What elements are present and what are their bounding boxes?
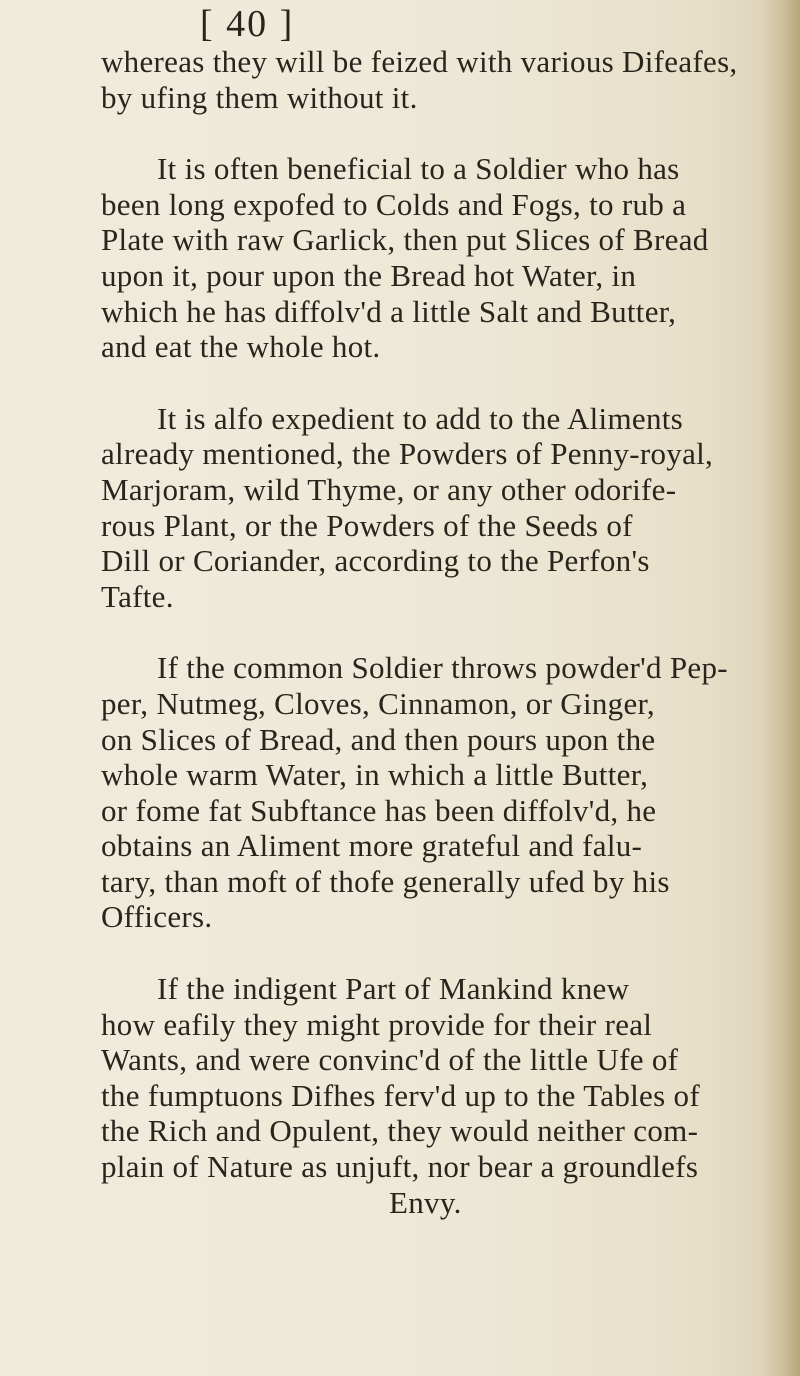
paragraph-pepper bbox=[101, 650, 781, 935]
text-line: or fome fat Subftance has been diffolv'd, he bbox=[101, 792, 657, 828]
text-line: Officers. bbox=[101, 899, 213, 935]
text-line: Envy. bbox=[389, 1184, 462, 1220]
text-line: whole warm Water, in which a little Butter, bbox=[101, 757, 649, 793]
text-line: how eafily they might provide for their real bbox=[101, 1006, 653, 1042]
paragraph-garlick bbox=[101, 151, 781, 365]
paragraph-indigent bbox=[101, 971, 781, 1220]
page-number-header: [ 40 ] bbox=[200, 3, 295, 45]
text-line: Wants, and were convinc'd of the little Ufe of bbox=[101, 1042, 679, 1078]
text-line: on Slices of Bread, and then pours upon the bbox=[101, 721, 656, 757]
text-line: rous Plant, or the Powders of the Seeds of bbox=[101, 507, 633, 543]
text-line: Marjoram, wild Thyme, or any other odorife- bbox=[101, 471, 677, 507]
paragraph-powders bbox=[101, 401, 781, 615]
text-line: tary, than moft of thofe generally ufed by his bbox=[101, 863, 670, 899]
text-line: Plate with raw Garlick, then put Slices of Bread bbox=[101, 222, 709, 258]
text-line: upon it, pour upon the Bread hot Water, in bbox=[101, 257, 637, 293]
text-line: plain of Nature as unjuft, nor bear a groundlefs bbox=[101, 1149, 699, 1185]
text-line: already mentioned, the Powders of Penny-royal, bbox=[101, 436, 714, 472]
text-line: per, Nutmeg, Cloves, Cinnamon, or Ginger, bbox=[101, 685, 655, 721]
text-line: It is often beneficial to a Soldier who has bbox=[157, 151, 680, 187]
body-text bbox=[101, 44, 781, 1256]
text-line: whereas they will be feized with various Difeafes, bbox=[101, 44, 738, 79]
text-line: the fumptuons Difhes ferv'd up to the Tables of bbox=[101, 1077, 700, 1113]
text-line: and eat the whole hot. bbox=[101, 329, 381, 365]
text-line: the Rich and Opulent, they would neither com- bbox=[101, 1113, 699, 1149]
text-line: If the common Soldier throws powder'd Pep- bbox=[157, 650, 728, 686]
text-line: Dill or Coriander, according to the Perfon's bbox=[101, 543, 650, 579]
paragraph-continuation bbox=[101, 44, 781, 115]
text-line: Tafte. bbox=[101, 578, 174, 614]
text-line: been long expofed to Colds and Fogs, to rub a bbox=[101, 186, 687, 222]
text-line: If the indigent Part of Mankind knew bbox=[157, 971, 630, 1007]
text-line: obtains an Aliment more grateful and falu- bbox=[101, 828, 643, 864]
text-line: which he has diffolv'd a little Salt and Butter, bbox=[101, 293, 677, 329]
text-line: by ufing them without it. bbox=[101, 79, 418, 115]
text-line: It is alfo expedient to add to the Aliments bbox=[157, 400, 684, 436]
